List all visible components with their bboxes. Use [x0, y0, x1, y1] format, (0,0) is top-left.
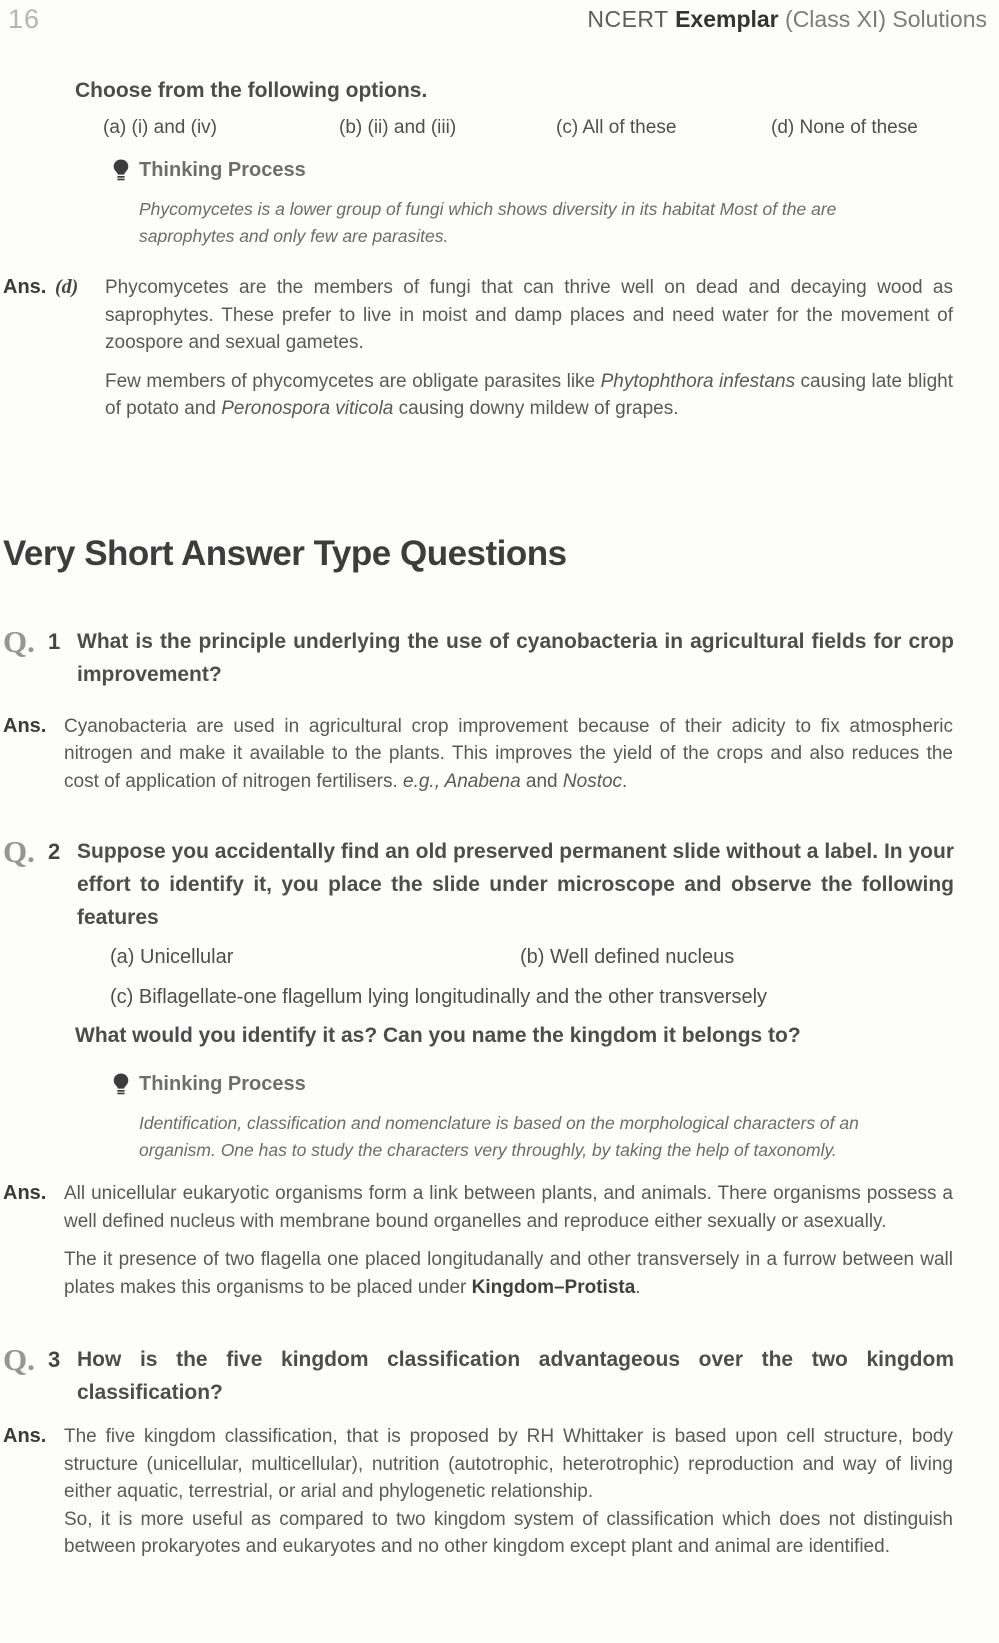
option-b: (b) (ii) and (iii): [339, 117, 457, 138]
thinking-process-block: [113, 1073, 999, 1164]
page-number: 16: [8, 4, 41, 34]
answer-label: Ans.: [3, 276, 47, 298]
section-heading: Very Short Answer Type Questions: [3, 533, 567, 573]
option-d: (d) None of these: [771, 117, 918, 138]
option-a: (a) Unicellular: [110, 946, 234, 968]
answer-text: [105, 274, 999, 423]
kingdom-name: Kingdom–Protista: [471, 1276, 636, 1298]
species-name: e.g., Anabena: [403, 770, 521, 792]
brand-ncert: NCERT: [587, 6, 669, 32]
text-segment: .: [635, 1276, 641, 1298]
question-mark-badge: Q.: [3, 834, 35, 869]
text-segment: The it presence of two flagella one placed longitudanally and other transversely in a furrow between wall plates makes this organisms to be placed under: [64, 1249, 953, 1298]
thinking-process-title: [113, 1073, 999, 1096]
question-number: 1: [48, 628, 61, 654]
answer-text: [64, 713, 999, 796]
question-3: [0, 1343, 999, 1409]
answer-text: [64, 1423, 999, 1561]
question-mark-badge: Q.: [3, 623, 35, 659]
question-followup: What would you identify it as? Can you name the kingdom it belongs to?: [75, 1024, 801, 1047]
species-name: Nostoc: [562, 770, 623, 792]
question-1: [0, 625, 999, 691]
answer-block-mcq: [0, 274, 999, 423]
answer-block-q1: [0, 713, 999, 796]
answer-block-q2: [0, 1180, 999, 1301]
question-text: What is the principle underlying the use of cyanobacteria in agricultural fields for crop improvement?: [77, 629, 954, 686]
page-header: [0, 0, 999, 35]
question-text: Suppose you accidentally find an old preserved permanent slide without a label. In your effort to identify it, you place the slide under microscope and observe the following features: [77, 840, 954, 929]
question-number: 3: [48, 1347, 61, 1372]
answer-paragraph: Phycomycetes are the members of fungi that can thrive well on dead and decaying wood as saprophytes. These prefer to live in moist and damp places and need water for the movement of zoospore and sexual gametes.: [105, 277, 953, 353]
text-segment: causing late blight of potato and: [105, 370, 953, 419]
species-name: Peronospora viticola: [221, 398, 394, 419]
answer-paragraph: [64, 713, 953, 796]
lightbulb-icon: [113, 159, 129, 182]
option-b: (b) Well defined nucleus: [520, 946, 735, 968]
answer-text: [64, 1180, 999, 1301]
text-segment: and: [520, 770, 563, 792]
answer-paragraph: All unicellular eukaryotic organisms form a link between plants, and animals. There organisms possess a well defined nucleus with membrane bound organelles and reproduce either sexually or asexually.: [64, 1183, 953, 1232]
lightbulb-icon: [113, 1073, 129, 1096]
option-a: (a) (i) and (iv): [103, 117, 218, 138]
species-name: Phytophthora infestans: [600, 370, 796, 392]
thinking-process-block: [113, 159, 999, 250]
answer-paragraph: [105, 368, 953, 423]
intro-block: [75, 79, 999, 250]
answer-label: Ans.: [3, 1182, 47, 1204]
text-segment: Few members of phycomycetes are obligate parasites like: [105, 370, 601, 392]
question-number: 2: [48, 839, 61, 864]
options-row: [110, 946, 999, 969]
options-prompt: Choose from the following options.: [75, 79, 428, 102]
text-segment: Cyanobacteria are used in agricultural crop improvement because of their adicity to fix atmospheric nitrogen and make it available to the plants. This improves the yield of the crops and also reduces the cost of application of nitrogen fertilisers.: [64, 715, 953, 792]
text-segment: causing downy mildew of grapes.: [393, 398, 679, 419]
answer-paragraph: [64, 1246, 953, 1301]
answer-paragraph: The five kingdom classification, that is proposed by RH Whittaker is based upon cell structure, body structure (unicellular, multicellular), nutrition (autotrophic, heterotrophic) reproduction and way of living either aquatic, terrestrial, or arial and phylogenetic relationship.: [64, 1426, 953, 1502]
mcq-options-row: [103, 117, 999, 139]
thinking-process-title: [113, 159, 999, 182]
answer-label: Ans.: [3, 714, 47, 737]
brand-exemplar: Exemplar: [675, 6, 779, 32]
question-2: [0, 835, 999, 934]
thinking-process-text: Phycomycetes is a lower group of fungi which shows diversity in its habitat Most of the are saprophytes and only few are parasites.: [139, 199, 837, 246]
question-text: How is the five kingdom classification advantageous over the two kingdom classification?: [77, 1348, 954, 1404]
text-segment: .: [622, 770, 628, 792]
thinking-process-label: Thinking Process: [139, 1073, 306, 1095]
answer-paragraph: So, it is more useful as compared to two kingdom system of classification which does not distinguish between prokaryotes and eukaryotes and no other kingdom except plant and animal are identified.: [64, 1508, 953, 1557]
answer-option-letter: (d): [55, 276, 79, 298]
answer-label: Ans.: [3, 1425, 47, 1447]
answer-block-q3: [0, 1423, 999, 1561]
brand-class-solutions: (Class XI) Solutions: [785, 6, 987, 32]
thinking-process-label: Thinking Process: [139, 159, 306, 181]
book-title: [587, 4, 987, 33]
question-mark-badge: Q.: [3, 1342, 35, 1377]
option-c: (c) Biflagellate-one flagellum lying longitudinally and the other transversely: [110, 986, 768, 1008]
thinking-process-text: Identification, classification and nomenclature is based on the morphological characters of an organism. One has to study the characters very throughly, by taking the help of taxonomly.: [139, 1113, 859, 1160]
option-c: (c) All of these: [556, 117, 677, 138]
question-2-options: [110, 946, 999, 1009]
